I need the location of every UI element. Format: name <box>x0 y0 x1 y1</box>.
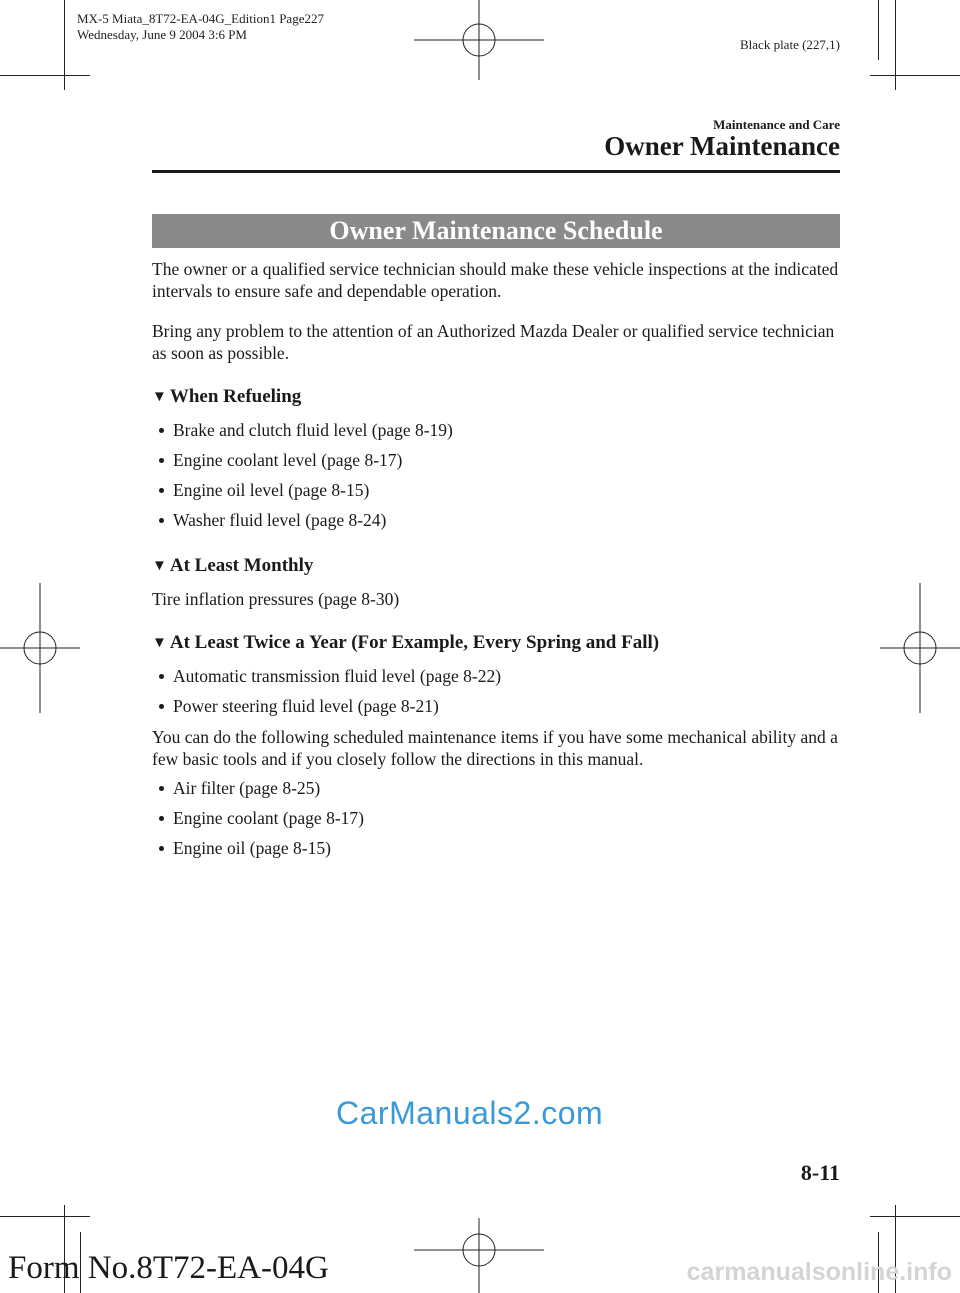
watermark-logo: CarManuals2.com <box>336 1095 604 1131</box>
section-heading: ▼ At Least Twice a Year (For Example, Every Spring and Fall) <box>152 632 660 653</box>
bullet-dot-icon <box>159 846 164 851</box>
running-section-title: Owner Maintenance <box>604 131 840 161</box>
registration-mark-icon <box>414 1218 544 1293</box>
page-number: 8-11 <box>800 1160 840 1185</box>
list-item: Engine coolant level (page 8-17) <box>152 449 453 479</box>
bullet-list <box>152 665 501 725</box>
bullet-dot-icon <box>159 518 164 523</box>
running-chapter: Maintenance and Care <box>713 117 840 132</box>
section-heading: ▼ At Least Monthly <box>152 555 314 576</box>
print-meta-line1: MX-5 Miata_8T72-EA-04G_Edition1 Page227 <box>77 11 324 26</box>
list-item: Engine oil level (page 8-15) <box>152 479 453 509</box>
section-heading: ▼ When Refueling <box>152 386 302 407</box>
header-rule <box>152 170 840 173</box>
bullet-dot-icon <box>159 816 164 821</box>
registration-mark-icon <box>0 583 80 713</box>
triangle-down-icon: ▼ <box>152 558 167 574</box>
bullet-dot-icon <box>159 786 164 791</box>
list-item: Engine oil (page 8-15) <box>152 837 364 867</box>
bullet-list <box>152 419 453 539</box>
section-text: You can do the following scheduled maintenance items if you have some mechanical ability and a few basic tools and if you closely follow the directions in this manual. <box>152 727 838 769</box>
bullet-dot-icon <box>159 704 164 709</box>
print-meta-line2: Wednesday, June 9 2004 3:6 PM <box>77 27 247 42</box>
intro-paragraph: The owner or a qualified service technician should make these vehicle inspections at the indicated intervals to ensure safe and dependable operation. <box>152 259 839 301</box>
list-item: Air filter (page 8-25) <box>152 777 364 807</box>
bullet-list <box>152 777 364 867</box>
section-text: Tire inflation pressures (page 8-30) <box>152 589 400 609</box>
intro-paragraph: Bring any problem to the attention of an Authorized Mazda Dealer or qualified service technician as soon as possible. <box>152 321 835 363</box>
bullet-dot-icon <box>159 488 164 493</box>
bullet-dot-icon <box>159 674 164 679</box>
list-item: Automatic transmission fluid level (page 8-22) <box>152 665 501 695</box>
triangle-down-icon: ▼ <box>152 389 167 405</box>
registration-mark-icon <box>414 0 544 80</box>
list-item: Engine coolant (page 8-17) <box>152 807 364 837</box>
registration-mark-icon <box>880 583 960 713</box>
triangle-down-icon: ▼ <box>152 635 167 651</box>
print-meta <box>77 11 324 43</box>
list-item: Brake and clutch fluid level (page 8-19) <box>152 419 453 449</box>
bullet-dot-icon <box>159 458 164 463</box>
list-item: Washer fluid level (page 8-24) <box>152 509 453 539</box>
plate-label: Black plate (227,1) <box>740 37 840 52</box>
bullet-dot-icon <box>159 428 164 433</box>
section-banner: Owner Maintenance Schedule <box>152 214 840 248</box>
form-number: Form No.8T72-EA-04G <box>8 1250 329 1286</box>
footer-site-watermark: carmanualsonline.info <box>686 1258 952 1286</box>
list-item: Power steering fluid level (page 8-21) <box>152 695 501 725</box>
